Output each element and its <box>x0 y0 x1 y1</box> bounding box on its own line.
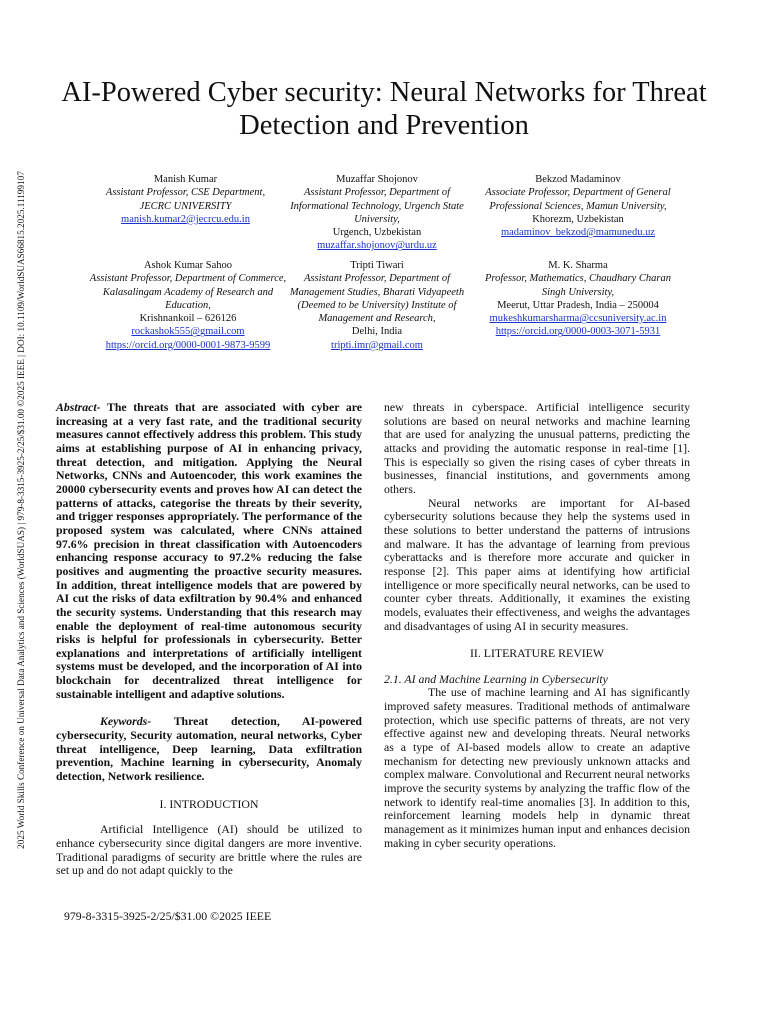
author-orcid-link[interactable]: https://orcid.org/0000-0003-3071-5931 <box>495 326 661 338</box>
abstract-lead: Abstract- <box>56 400 101 414</box>
author-name: Ashok Kumar Sahoo <box>143 260 233 271</box>
author-affiliation: Assistant Professor, Department of Management Studies, Bharati Vidyapeeth (Deemed to be University) Institute of Management and Research, <box>289 273 465 325</box>
abstract <box>56 401 362 701</box>
author-location: Urgench, Uzbekistan <box>332 227 422 239</box>
author-block-3 <box>478 173 678 239</box>
section-heading-literature-review: II. LITERATURE REVIEW <box>470 646 604 661</box>
author-name: Muzaffar Shojonov <box>336 174 418 185</box>
author-location: Meerut, Uttar Pradesh, India – 250004 <box>497 299 659 311</box>
author-name: Manish Kumar <box>153 174 218 185</box>
doi-sidebar-text: 2025 World Skills Conference on Universal Data Analytics and Sciences (WorldSUAS) | 979-8-3315-3925-2/25/$31.00 ©2025 IEEE | DOI: 10.1109/WorldSUAS66815.2025.11199107 <box>16 171 26 849</box>
author-location: Krishnankoil – 626126 <box>139 313 237 325</box>
author-name: Bekzod Madaminov <box>535 174 621 185</box>
copyright-footer: 979-8-3315-3925-2/25/$31.00 ©2025 IEEE <box>64 909 272 923</box>
intro-paragraph-1: Artificial Intelligence (AI) should be utilized to enhance cybersecurity since digital dangers are more inventive. Traditional paradigms of security are brittle where the rules are set up and do not adapt quickly to the <box>56 822 362 878</box>
author-email-link[interactable]: muzaffar.shojonov@urdu.uz <box>317 240 437 252</box>
abstract-text: The threats that are associated with cyber are increasing at a very fast rate, and the traditional security measures cannot effectively address this problem. This study aims at establishing purpose of AI in enhancing privacy, threat detection, and mitigation. Applying the Neural Networks, CNNs and Autoencoder, this work examines the 20000 cybersecurity events and proves how AI can detect the patterns of attacks, categorise the threats by their severity, and trigger responses appropriately. The performance of the proposed system was calculated, where CNNs attained 97.6% precision in threat classification with Autoencoders enhancing response accuracy to 97.2% reducing the false positives and augmenting the proactive security measures. In addition, threat intelligence models that are powered by AI cut the risks of data exfiltration by 90.4% and enhanced the security systems. Understanding that this research may enable the deployment of real-time autonomous security risks is helpful for professionals in cybersecurity. Better explanations and interpretations of artificially intelligent systems must be developed, and the incorporation of AI into blockchain for decentralized threat intelligence for sustainable intelligent and adaptive solutions. <box>56 400 362 701</box>
author-block-5 <box>281 259 473 352</box>
doi-sidebar <box>15 150 29 870</box>
intro-paragraph-2: Neural networks are important for AI-based cybersecurity solutions because they help the systems used in these solutions to better understand the patterns of intrusions and malware. It has the advantage of learning from previous cyberattacks and is therefore more accurate and quicker in response [2]. This paper aims at identifying how artificial intelligence or more specifically neural networks, can be used to counter cyber threats. Additionally, it examines the existing models, evaluates their effectiveness, and weighs the advantages and disadvantages of using AI in security measures. <box>384 495 690 633</box>
author-block-2 <box>282 173 472 253</box>
section-heading-introduction: I. INTRODUCTION <box>159 796 259 811</box>
author-affiliation: Associate Professor, Department of General Professional Sciences, Mamun University, <box>485 187 671 212</box>
right-column <box>384 401 690 850</box>
author-block-6 <box>478 259 678 339</box>
keywords <box>56 715 362 783</box>
author-affiliation: Assistant Professor, Department of Informational Technology, Urgench State University, <box>290 187 464 225</box>
author-email-link[interactable]: manish.kumar2@jecrcu.edu.in <box>121 213 250 225</box>
subsection-heading: 2.1. AI and Machine Learning in Cybersecurity <box>384 671 608 686</box>
author-orcid-link[interactable]: https://orcid.org/0000-0001-9873-9599 <box>105 339 271 351</box>
author-email-link[interactable]: rockashok555@gmail.com <box>131 326 245 338</box>
author-affiliation: Assistant Professor, Department of Commerce, Kalasalingam Academy of Research and Education, <box>89 273 287 311</box>
author-block-1 <box>83 173 288 226</box>
author-name: M. K. Sharma <box>548 260 608 271</box>
author-email-link[interactable]: mukeshkumarsharma@ccsuniversity.ac.in <box>489 313 667 325</box>
keywords-text: Threat detection, AI-powered cybersecurity, Security automation, neural networks, Cyber threat intelligence, Deep learning, Data exfiltration prevention, Machine learning in cybersecurity, Anomaly detection, Network resilience. <box>56 714 362 784</box>
left-column <box>56 401 362 878</box>
paper-title: AI-Powered Cyber security: Neural Networks for Threat Detection and Prevention <box>61 77 707 141</box>
author-name: Tripti Tiwari <box>350 260 404 271</box>
author-location: Khorezm, Uzbekistan <box>532 213 624 225</box>
author-affiliation: Assistant Professor, CSE Department, <box>105 187 266 199</box>
keywords-lead: Keywords- <box>100 714 152 729</box>
literature-paragraph-1: The use of machine learning and AI has significantly improved safety measures. Traditional methods of antimalware protection, which use specific patterns of threats, are not very effective against new and developing threats. Neural networks as a type of AI-based models allow to create an adaptive mechanism for detecting new previously unknown attacks and complex malware. Convolutional and Recurrent neural networks improve the security systems by analyzing the traffic flow of the network to identify real-time anomalies [3]. In addition to this, reinforcement learning models help in dynamic threat management as it minimizes human input and enhances decision making in cyber security operations. <box>384 685 690 850</box>
author-institution: JECRC UNIVERSITY <box>139 200 232 212</box>
author-location: Delhi, India <box>351 326 403 338</box>
intro-paragraph-1-continued: new threats in cyberspace. Artificial intelligence security solutions are based on neural networks and machine learning that are used for analyzing the unusual patterns, predicting the attacks and providing the automatic response in real-time [1]. This is especially so given the rising cases of cyber threats in businesses, financial institutions, and governments among others. <box>384 400 690 496</box>
author-affiliation: Professor, Mathematics, Chaudhary Charan Singh University, <box>485 273 671 298</box>
author-email-link[interactable]: madaminov_bekzod@mamunedu.uz <box>500 227 655 239</box>
author-email-link[interactable]: tripti.imr@gmail.com <box>331 339 423 351</box>
author-block-4 <box>88 259 288 352</box>
